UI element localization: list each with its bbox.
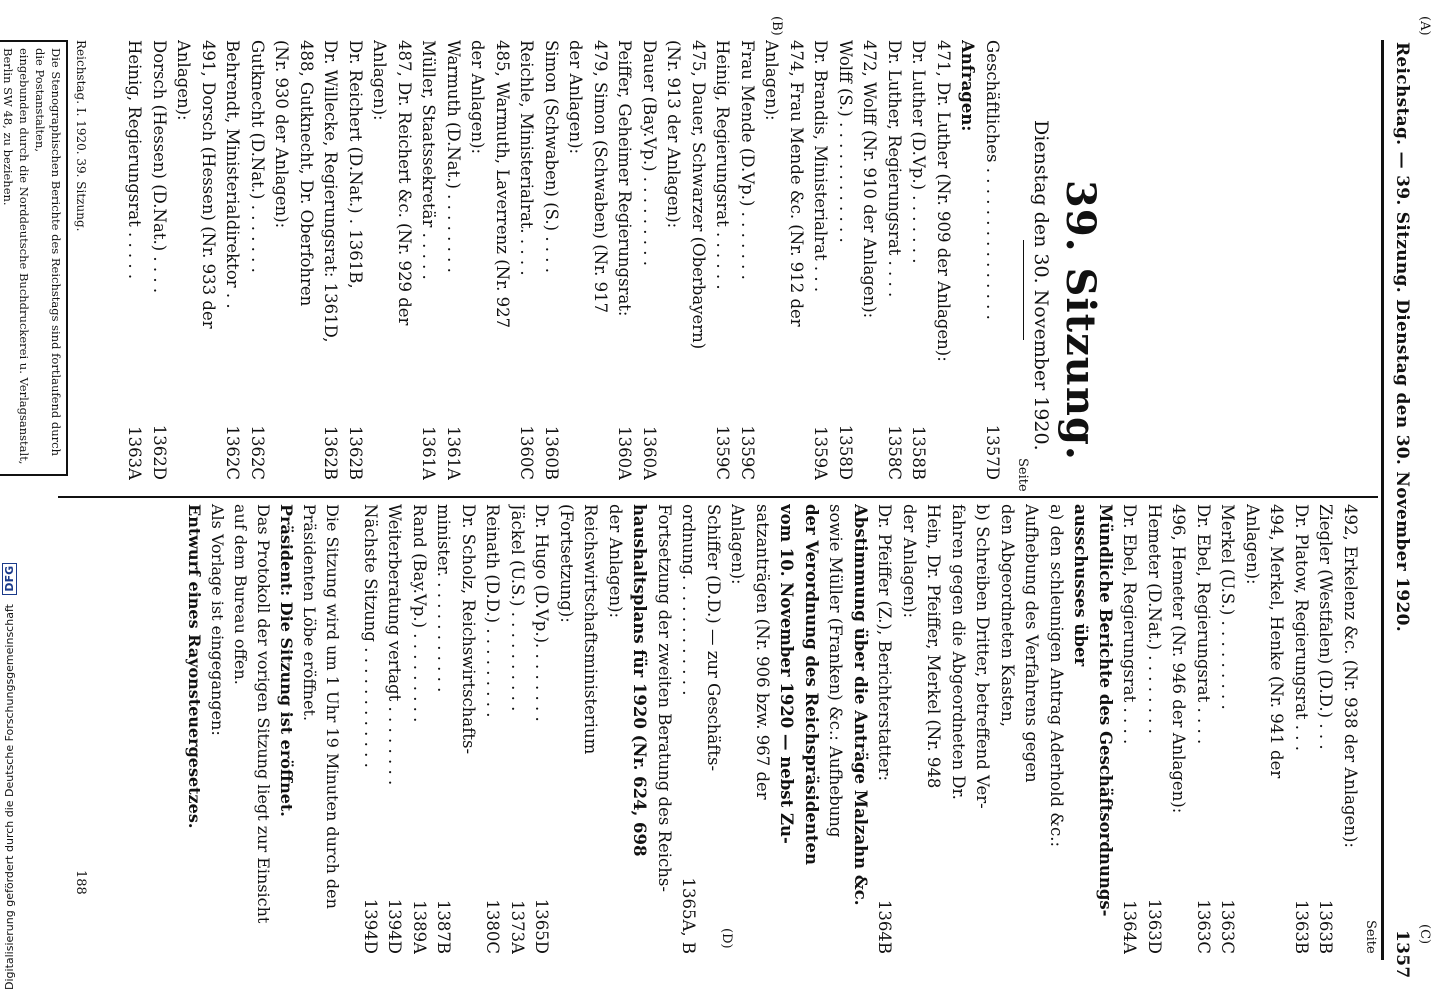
right-toc (358, 504, 1363, 954)
left-toc-entry-page: 1362D (147, 421, 172, 480)
left-toc-entry-text: 488, Gutknecht, Dr. Oberfohren (297, 40, 316, 307)
right-toc-entry-text: a) den schleunigen Antrag Aderhold &c.: (1047, 504, 1066, 848)
right-toc-entry-text: satzanträgen (Nr. 906 bzw. 967 der (753, 504, 772, 800)
left-toc-entry (563, 40, 588, 480)
left-toc-entry-page: 1361A (416, 422, 441, 480)
right-toc-entry-text: der Anlagen): (606, 504, 625, 619)
left-toc-entry (343, 40, 368, 480)
right-toc-entry (823, 504, 848, 954)
left-toc-entry (612, 40, 637, 480)
right-toc-entry-text: 492, Erkelenz &c. (Nr. 938 der Anlagen): (1341, 504, 1360, 848)
left-toc-entry (269, 40, 294, 480)
right-toc-entry-text: minister. . . . . . . . . . . . (434, 504, 454, 693)
left-toc-entry-text: 487, Dr. Reichert &c. (Nr. 929 der (395, 40, 414, 326)
dfg-logo: DFG (2, 563, 17, 595)
left-toc-entry (294, 40, 319, 480)
right-toc-entry-text: Anlagen): (1243, 504, 1262, 585)
left-toc-entry (318, 40, 343, 480)
right-toc-entry (897, 504, 922, 954)
side-credit-strip (2, 10, 16, 990)
left-seite-label: Seite (1015, 458, 1030, 492)
right-toc-entry (1289, 504, 1314, 954)
title-divider (1023, 240, 1024, 340)
left-toc-entry (465, 40, 490, 480)
right-toc-entry-text: fahren gegen die Abgeordneten Dr. (949, 504, 968, 800)
right-toc-entry-text: Dr. Ebel, Regierungsrat . . . . (1194, 504, 1213, 745)
left-toc-entry (416, 40, 441, 480)
marker-a: (A) (1417, 16, 1432, 36)
right-toc-entry-text: Hemeter (D.Nat.) . . . . . . . . (1145, 504, 1164, 734)
left-toc-entry-page: 1360A (637, 422, 662, 480)
right-toc-entry-text: Dr. Hugo (D.Vp.). . . . . . . . (532, 504, 552, 722)
left-toc-entry-text: Simon (Schwaben) (S.) . . . . (542, 40, 561, 274)
right-toc-entry (1240, 504, 1265, 954)
left-toc-entry-text: Anfragen: (958, 40, 978, 132)
right-toc-entry-text: Merkel (U.S.) . . . . . . . . . (1218, 504, 1238, 710)
left-toc-entry (661, 40, 686, 480)
right-toc-entry-text: Dr. Platow, Regierungsrat . . . (1292, 504, 1311, 752)
right-toc-entry-text: der Verordnung des Reichspräsidenten (802, 504, 821, 865)
right-toc-entry-page: 1389A (407, 896, 432, 954)
left-toc-entry (514, 40, 539, 480)
right-toc-entry-text: Anlagen): (728, 504, 748, 585)
right-toc-entry (382, 504, 407, 954)
right-toc-entry (358, 504, 383, 954)
left-toc-entry-text: Anlagen): (370, 40, 390, 121)
left-toc-entry-text: Heinig, Regierungsrat . . . . . . (713, 40, 733, 290)
right-toc-entry (1166, 504, 1191, 954)
marker-c: (C) (1417, 924, 1432, 945)
left-toc-entry (637, 40, 662, 480)
left-toc-entry-text: der Anlagen): (566, 40, 586, 155)
right-toc-entry (750, 504, 775, 954)
right-toc-entry (1068, 504, 1093, 954)
left-toc-entry-page: 1359A (808, 422, 833, 480)
proceedings-line: Entwurf eines Rayonsteuergesetzes. (185, 504, 204, 829)
left-toc-entry-page: 1359C (735, 421, 760, 480)
left-toc-entry-page: 1361A (441, 422, 466, 480)
marker-d: (D) (719, 928, 734, 949)
right-toc-entry (1191, 504, 1216, 954)
proceedings-line: Präsident: Die Sitzung ist eröffnet. (277, 504, 296, 817)
right-toc-entry (456, 504, 481, 954)
right-toc-entry-text: Nächste Sitzung . . . . . . . . . . . . (361, 504, 380, 768)
notice-line-1: Die Stenographischen Berichte des Reichstags sind fortlaufend durch die Postanstalten, (33, 48, 63, 456)
right-toc-entry-text: Abstimmung über die Anträge Malzahn &c. (851, 504, 870, 906)
left-toc-entry-text: Dr. Brandis, Ministerialrat . . . (811, 40, 831, 293)
left-toc-entry-text: 472, Wolff (Nr. 910 der Anlagen): (860, 40, 880, 319)
proceedings-line: auf dem Bureau offen. (231, 504, 250, 685)
right-toc-entry (1338, 504, 1363, 954)
right-toc-entry-text: ordnung. . . . . . . . . . . . (679, 504, 699, 696)
left-toc-entry-text: Heinig, Regierungsrat . . . . . (125, 40, 145, 280)
left-toc-entry-text: Dr. Luther (D.Vp.) . . . . . . . (909, 40, 929, 264)
notice-line-2: eingebunden durch die Norddeutsche Buchdruckerei u. Verlagsanstalt, Berlin SW 48, zu beziehen. (1, 48, 31, 465)
right-toc-entry (480, 504, 505, 954)
right-toc-entry (505, 504, 530, 954)
left-toc-entry-text: 479, Simon (Schwaben) (Nr. 917 (591, 40, 610, 314)
left-toc-entry-text: Dauer (Bay.Vp.) . . . . . . . . . (640, 40, 659, 266)
side-credit: Digitalisierung gefördert durch die Deutsche Forschungsgemeinschaft (3, 604, 16, 990)
right-toc-entry-text: sowie Müller (Franken) &c.: Aufhebung (826, 504, 846, 838)
left-toc-entry-page: 1359C (710, 421, 735, 480)
right-toc-entry-page: 1394D (358, 895, 383, 954)
left-toc-entry-text: Dr. Willecke, Regierungsrat: 1361D, (321, 40, 341, 343)
right-toc-entry-text: der Anlagen): (900, 504, 919, 619)
left-toc-entry-text: 475, Dauer, Schwarzer (Oberbayern) (689, 40, 708, 350)
left-toc-entry (931, 40, 956, 480)
left-toc-entry-text: Geschäftliches . . . . . . . . . . . . . . . (983, 40, 1002, 320)
right-toc-entry (848, 504, 873, 954)
right-toc-entry-text: Fortsetzung der zweiten Beratung des Reichs- (655, 504, 674, 892)
right-toc-entry (872, 504, 897, 954)
left-toc-entry-page: 1358D (833, 421, 858, 480)
right-toc-entry (995, 504, 1020, 954)
left-toc-entry-page: 1358C (882, 421, 907, 480)
left-toc-entry (539, 40, 564, 480)
left-toc-entry (980, 40, 1005, 480)
left-toc-entry (833, 40, 858, 480)
right-toc-entry (627, 504, 652, 954)
right-toc-entry-page: 1363B (1313, 896, 1338, 954)
right-toc-entry-page: 1394D (382, 895, 407, 954)
left-toc (122, 40, 1004, 480)
right-toc-entry-page: 1363C (1191, 895, 1216, 954)
right-toc-entry-page: 1365A, B (676, 873, 701, 954)
proceedings-text (183, 504, 344, 954)
right-toc-entry (799, 504, 824, 954)
left-toc-entry-page: 1357D (980, 421, 1005, 480)
right-toc-entry-text: Reichswirtschaftsministerium (581, 504, 601, 755)
right-toc-entry-page: 1380C (480, 895, 505, 954)
right-toc-entry-text: Dr. Pfeiffer (Z.), Berichterstatter: (875, 504, 895, 782)
right-toc-entry-page: 1363C (1215, 895, 1240, 954)
left-toc-entry-text: Wolff (S.) . . . . . . . . . . . . (836, 40, 855, 243)
right-toc-entry (431, 504, 456, 954)
left-toc-entry-text: Dr. Luther, Regierungsrat . . . . (885, 40, 904, 298)
page-number: 1357 (1392, 930, 1412, 979)
left-toc-entry-text: Dr. Reichert (D.Nat.) . 1361B, (346, 40, 365, 289)
left-toc-entry (784, 40, 809, 480)
right-toc-entry-text: Dr. Ebel, Regierungsrat . . . . (1120, 504, 1140, 745)
left-toc-entry-page: 1360B (539, 422, 564, 480)
right-toc-entry (725, 504, 750, 954)
running-header: Reichstag. — 39. Sitzung. Dienstag den 30. November 1920. (1392, 42, 1412, 632)
left-toc-entry-page: 1362B (343, 422, 368, 480)
session-title: 39. Sitzung. (1057, 180, 1104, 461)
left-toc-entry-text: der Anlagen): (468, 40, 488, 155)
left-toc-entry-text: 491, Dorsch (Hessen) (Nr. 933 der (199, 40, 218, 329)
right-toc-entry-text: vom 10. November 1920 — nebst Zu- (777, 504, 797, 844)
right-toc-entry-text: Ziegler (Westfalen) (D.D.) . . . (1316, 504, 1336, 750)
right-toc-entry-page: 1363B (1289, 896, 1314, 954)
right-toc-entry (676, 504, 701, 954)
footer-number: 188 (73, 870, 88, 895)
proceedings-line: Das Protokoll der vorigen Sitzung liegt zur Einsicht (254, 504, 273, 924)
left-toc-entry-text: Anlagen): (174, 40, 194, 121)
marker-b: (B) (769, 16, 784, 36)
left-toc-entry-text: (Nr. 930 der Anlagen): (272, 40, 292, 229)
right-toc-entry (1142, 504, 1167, 954)
left-toc-entry-text: 485, Warmuth, Laverrenz (Nr. 927 (493, 40, 512, 329)
right-toc-entry-text: 496, Hemeter (Nr. 946 der Anlagen): (1169, 504, 1189, 814)
right-toc-entry (1093, 504, 1118, 954)
left-toc-entry (882, 40, 907, 480)
right-toc-entry-text: b) Schreiben Dritter, betreffend Ver- (973, 504, 993, 809)
right-toc-entry (578, 504, 603, 954)
left-toc-entry-page: 1360A (612, 422, 637, 480)
header-rule (1381, 40, 1384, 960)
right-toc-entry-text: Dr. Scholz, Reichswirtschafts- (459, 504, 478, 755)
right-toc-entry (701, 504, 726, 954)
right-toc-entry-page: 1387B (431, 896, 456, 954)
left-toc-entry-page: 1358B (906, 422, 931, 480)
right-toc-entry (921, 504, 946, 954)
left-toc-entry-text: (Nr. 913 der Anlagen): (664, 40, 684, 229)
right-toc-entry (554, 504, 579, 954)
left-toc-entry (220, 40, 245, 480)
right-toc-entry (407, 504, 432, 954)
left-toc-entry (367, 40, 392, 480)
right-toc-entry-text: haushaltsplans für 1920 (Nr. 624, 698 (630, 504, 650, 857)
left-toc-entry-page: 1362B (318, 422, 343, 480)
right-toc-entry (529, 504, 554, 954)
session-subtitle: Dienstag den 30. November 1920. (1030, 120, 1052, 451)
left-toc-entry-text: Gutknecht (D.Nat.) . . . . . . . (248, 40, 267, 273)
proceedings-line: Die Sitzung wird um 1 Uhr 19 Minuten durch den (323, 504, 342, 909)
column-divider (58, 496, 1378, 498)
right-toc-entry-text: 494, Merkel, Henke (Nr. 941 der (1267, 504, 1287, 779)
right-toc-entry (603, 504, 628, 954)
right-toc-entry (774, 504, 799, 954)
right-toc-entry (1044, 504, 1069, 954)
footer-text: Reichstag. I. 1920. 39. Sitzung. (74, 40, 88, 232)
left-toc-entry-text: Müller, Staatssekretär . . . . . (419, 40, 439, 280)
left-toc-entry (735, 40, 760, 480)
proceedings-line: Als Vorlage ist eingegangen: (208, 504, 227, 736)
right-toc-entry-page: 1365D (529, 895, 554, 954)
right-toc-entry-text: Rand (Bay.Vp.) . . . . . . . . . (410, 504, 429, 723)
right-toc-entry-text: Aufhebung des Verfahrens gegen (1022, 504, 1042, 783)
right-toc-entry-text: den Abgeordneten Kasten, (998, 504, 1017, 727)
left-toc-entry-text: Warmuth (D.Nat.) . . . . . . . . (444, 40, 463, 273)
left-toc-entry (686, 40, 711, 480)
left-toc-entry (196, 40, 221, 480)
left-toc-entry (759, 40, 784, 480)
left-toc-entry (955, 40, 980, 480)
left-toc-entry-page: 1360C (514, 421, 539, 480)
left-toc-entry (808, 40, 833, 480)
right-toc-entry-page: 1373A (505, 896, 530, 954)
right-toc-entry (970, 504, 995, 954)
right-seite-label: Seite (1363, 920, 1378, 954)
right-toc-entry-text: ausschusses über (1071, 504, 1091, 667)
left-toc-entry (171, 40, 196, 480)
left-toc-entry (710, 40, 735, 480)
left-toc-entry-text: 471, Dr. Luther (Nr. 909 der Anlagen): (934, 40, 953, 362)
left-toc-entry (490, 40, 515, 480)
left-toc-entry-text: Peiffer, Geheimer Regierungsrat: (615, 40, 635, 317)
left-toc-entry (588, 40, 613, 480)
right-toc-entry-page: 1364B (872, 896, 897, 954)
left-toc-entry-page: 1362C (245, 421, 270, 480)
right-toc-entry (1215, 504, 1240, 954)
right-toc-entry-page: 1363D (1142, 895, 1167, 954)
right-toc-entry (1117, 504, 1142, 954)
left-toc-entry (857, 40, 882, 480)
right-toc-entry-page: 1364A (1117, 896, 1142, 954)
right-toc-entry (1019, 504, 1044, 954)
left-toc-entry-text: Reichle, Ministerialrat. . . . . (517, 40, 537, 276)
right-toc-entry (946, 504, 971, 954)
left-toc-entry (906, 40, 931, 480)
proceedings-line: Präsidenten Löbe eröffnet. (300, 504, 319, 722)
left-toc-entry (147, 40, 172, 480)
left-toc-entry-page: 1362C (220, 421, 245, 480)
right-toc-entry-text: Hein, Dr. Pfeiffer, Merkel (Nr. 948 (924, 504, 944, 789)
left-toc-entry-text: Dorsch (Hessen) (D.Nat.) . . . . (150, 40, 169, 294)
left-toc-entry (245, 40, 270, 480)
left-toc-entry-text: Behrendt, Ministerialdirektor . . (223, 40, 243, 309)
right-toc-entry (1264, 504, 1289, 954)
right-toc-entry-text: Reinath (D.D.) . . . . . . . . . (483, 504, 503, 718)
right-toc-entry-text: (Fortsetzung): (557, 504, 576, 623)
left-toc-entry (392, 40, 417, 480)
left-toc-entry-text: 474, Frau Mende &c. (Nr. 912 der (787, 40, 806, 327)
right-toc-entry-text: Weiterberatung vertagt . . . . . . . . (385, 504, 405, 786)
left-toc-entry (441, 40, 466, 480)
right-toc-entry (1313, 504, 1338, 954)
left-toc-entry-text: Anlagen): (762, 40, 782, 121)
right-toc-entry-text: Jäckel (U.S.) . . . . . . . . . . (508, 504, 527, 712)
right-toc-entry-text: Schiffer (D.D.) — zur Geschäfts- (704, 504, 723, 772)
left-toc-entry-page: 1363A (122, 422, 147, 480)
right-toc-entry (652, 504, 677, 954)
left-toc-entry (122, 40, 147, 480)
left-toc-entry-text: Frau Mende (D.Vp.) . . . . . . . (738, 40, 757, 280)
right-toc-entry-text: Mündliche Berichte des Geschäftsordnungs- (1096, 504, 1115, 917)
